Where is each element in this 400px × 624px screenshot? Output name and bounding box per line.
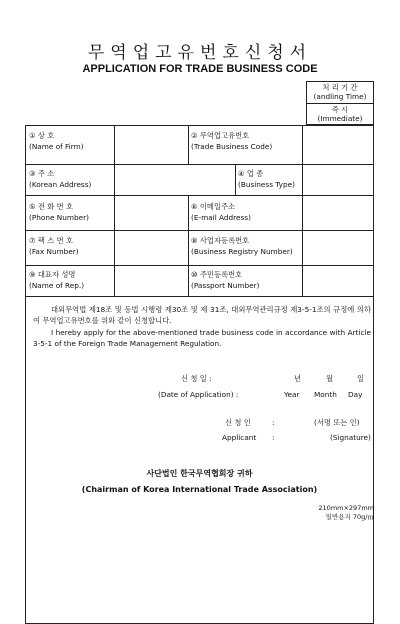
processing-value-ko: 즉 시 <box>331 105 349 114</box>
date-month-ko: 월 <box>326 374 334 383</box>
date-label-en: (Date of Application) : <box>158 390 239 399</box>
application-form <box>25 125 374 624</box>
date-year-ko: 년 <box>294 374 302 383</box>
field-korean-address: ③ 주 소 (Korean Address) <box>29 169 92 189</box>
applicant-colon-ko: : <box>272 418 275 427</box>
date-month-en: Month <box>314 390 337 399</box>
field-phone-number: ⑤ 전 화 번 호 (Phone Number) <box>29 202 89 222</box>
paper-size: 210mm×297mm <box>318 504 374 512</box>
processing-value-en: (Immediate) <box>317 114 363 123</box>
field-business-type: ④ 업 종 (Business Type) <box>238 169 295 189</box>
statement-korean: 대외무역법 제18조 및 동법 시행령 제30조 및 제 31조, 대외무역관리규정 제3-5-1조의 규정에 의하여 무역업고유번호를 위와 같이 신청합니다. <box>33 305 371 325</box>
field-passport-number: ⑩ 주민등록번호 (Passport Number) <box>191 270 260 290</box>
recipient-english: (Chairman of Korea International Trade Association) <box>81 485 318 494</box>
form-title-korean: 무역업고유번호신청서 <box>87 43 313 63</box>
applicant-label-ko: 신 청 인 <box>225 418 251 427</box>
processing-time-box <box>306 81 374 125</box>
paper-specification <box>300 504 374 522</box>
field-representative-name: ⑨ 대표자 성명 (Name of Rep.) <box>29 270 85 290</box>
field-business-registry-number: ⑧ 사업자등록번호 (Business Registry Number) <box>191 236 293 256</box>
date-label-ko: 신 청 일 : <box>181 374 212 383</box>
statement-english: I hereby apply for the above-mentioned trade business code in accordance with Article 3-5-1 of the Foreign Trade Management Regulation. <box>33 328 371 348</box>
processing-label-en: (andling Time) <box>313 92 367 101</box>
paper-type: 일반용지 70g/㎡ <box>325 513 374 521</box>
signature-label-en: (Signature) <box>330 433 371 442</box>
date-year-en: Year <box>284 390 300 399</box>
field-email-address: ⑥ 이메일주소 (E-mail Address) <box>191 202 251 222</box>
field-fax-number: ⑦ 팩 스 번 호 (Fax Number) <box>29 236 79 256</box>
recipient-korean: 사단법인 한국무역협회장 귀하 <box>146 469 253 478</box>
field-trade-code: ② 무역업고유번호 (Trade Business Code) <box>191 131 273 151</box>
applicant-colon-en: : <box>272 433 275 442</box>
form-title-english: APPLICATION FOR TRADE BUSINESS CODE <box>82 63 318 75</box>
processing-label-ko: 처 리 기 간 <box>322 83 358 92</box>
signature-label-ko: (서명 또는 인) <box>314 418 360 427</box>
date-day-ko: 일 <box>357 374 365 383</box>
field-firm-name: ① 상 호 (Name of Firm) <box>29 131 84 151</box>
date-day-en: Day <box>348 390 363 399</box>
applicant-label-en: Applicant <box>222 433 257 442</box>
